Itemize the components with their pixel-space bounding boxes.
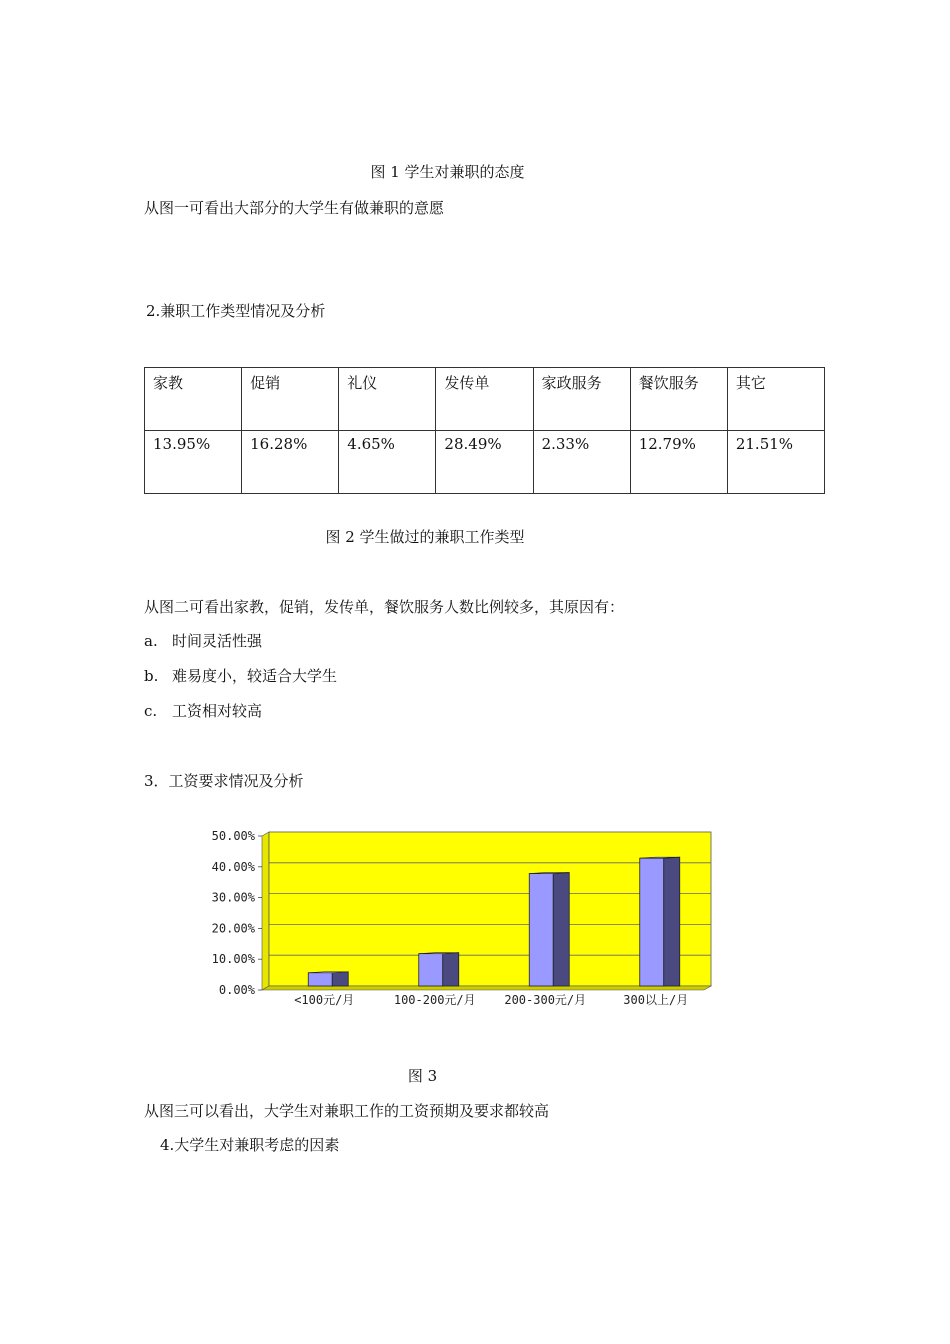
section4-title: 4.大学生对兼职考虑的因素 [160,1136,340,1154]
table-cell: 16.28% [242,431,339,494]
table-cell: 4.65% [339,431,436,494]
fig3-caption: 图 3 [407,1067,438,1085]
bar-front [529,874,553,986]
bar-side [443,953,459,986]
table-cell: 其它 [727,368,824,431]
x-tick-label: <100元/月 [294,993,355,1007]
fig2-caption: 图 2 学生做过的兼职工作类型 [325,528,525,546]
table-cell: 餐饮服务 [630,368,727,431]
bar-side [664,857,680,986]
list-text: 工资相对较高 [172,702,263,720]
fig1-note: 从图一可看出大部分的大学生有做兼职的意愿 [144,199,445,217]
list-marker: c. [144,702,158,720]
fig3-note: 从图三可以看出，大学生对兼职工作的工资预期及要求都较高 [144,1102,550,1120]
list-marker: b. [144,667,159,685]
table-cell: 28.49% [436,431,533,494]
table-cell: 12.79% [630,431,727,494]
table-cell: 促销 [242,368,339,431]
y-tick-label: 20.00% [211,921,255,936]
list-marker: a. [144,632,158,650]
table-cell: 2.33% [533,431,630,494]
table-cell: 礼仪 [339,368,436,431]
plot-side-wall [262,832,269,990]
y-tick-label: 0.00% [218,983,255,997]
bar-side [332,972,348,986]
fig2-note: 从图二可看出家教，促销，发传单，餐饮服务人数比例较多，其原因有： [144,598,625,616]
list-text: 难易度小，较适合大学生 [172,667,338,685]
bar-front [308,973,332,986]
list-item [144,666,337,686]
y-tick-label: 40.00% [211,859,255,874]
table-cell: 家政服务 [533,368,630,431]
table-cell: 13.95% [145,431,242,494]
table-cell: 发传单 [436,368,533,431]
list-item [144,631,262,651]
bar-front [419,954,443,986]
list-item [144,701,262,721]
table-cell: 21.51% [727,431,824,494]
section3-title: 3．工资要求情况及分析 [144,772,304,790]
fig1-caption: 图 1 学生对兼职的态度 [370,163,525,181]
salary-bar-chart [195,820,725,1020]
x-tick-label: 300以上/月 [623,993,689,1007]
table-cell: 家教 [145,368,242,431]
x-tick-label: 200-300元/月 [504,993,587,1007]
x-tick-label: 100-200元/月 [393,993,476,1007]
bar-side [553,873,569,986]
y-tick-label: 50.00% [211,829,255,843]
table-header-row [145,368,825,431]
plot-floor [262,986,711,990]
bar-front [640,858,664,986]
list-text: 时间灵活性强 [172,632,263,650]
table-row [145,431,825,494]
job-type-table [144,367,825,494]
section2-title: 2.兼职工作类型情况及分析 [146,302,326,320]
y-tick-label: 30.00% [211,890,255,905]
y-tick-label: 10.00% [211,952,255,967]
